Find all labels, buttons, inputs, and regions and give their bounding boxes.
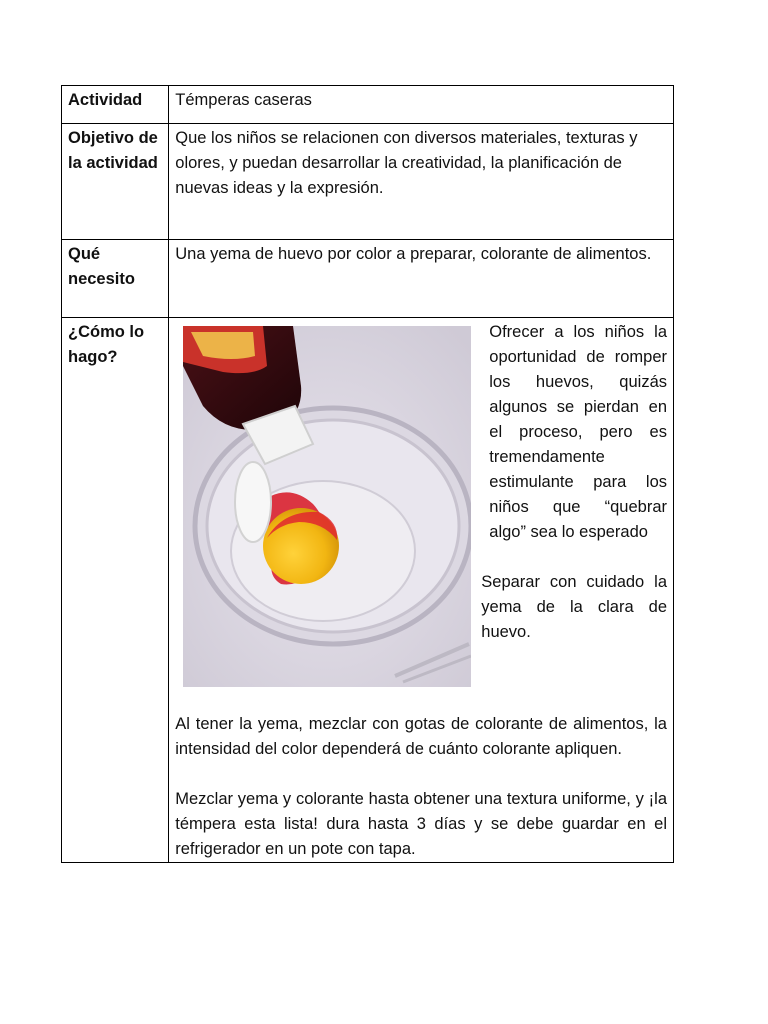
objective-label bbox=[68, 124, 162, 176]
row-how bbox=[62, 318, 674, 863]
how-label bbox=[68, 318, 162, 370]
egg-yolk-dye-bowl-photo bbox=[183, 326, 471, 687]
row-objective bbox=[62, 124, 674, 240]
needs-label-line1: Qué bbox=[68, 245, 101, 263]
how-paragraph-3: Al tener la yema, mezclar con gotas de colorante de alimentos, la intensidad del color dependerá de cuánto colorante apliquen. bbox=[175, 715, 667, 758]
activity-label: Actividad bbox=[68, 91, 143, 109]
value-cell-needs bbox=[169, 240, 674, 318]
needs-label bbox=[68, 240, 162, 292]
activity-value: Témperas caseras bbox=[175, 91, 312, 109]
needs-label-line2: necesito bbox=[68, 270, 135, 288]
label-cell-needs bbox=[62, 240, 169, 318]
how-paragraph-1: Ofrecer a los niños la oportunidad de romper los huevos, quizás algunos se pierdan en el proceso, pero es tremendamente estimulante para los niños que “quebrar algo” sea lo esperado bbox=[489, 323, 667, 541]
how-label-line1: ¿Cómo lo bbox=[68, 323, 145, 341]
row-activity bbox=[62, 86, 674, 124]
value-cell-how bbox=[169, 318, 674, 863]
label-cell-activity bbox=[62, 86, 169, 124]
needs-value: Una yema de huevo por color a preparar, colorante de alimentos. bbox=[175, 245, 652, 263]
row-needs bbox=[62, 240, 674, 318]
how-label-line2: hago? bbox=[68, 348, 118, 366]
how-paragraph-2: Separar con cuidado la yema de la clara de huevo. bbox=[481, 573, 667, 641]
activity-table bbox=[61, 85, 674, 863]
how-right-text bbox=[481, 320, 667, 645]
how-paragraph-4: Mezclar yema y colorante hasta obtener una textura uniforme, y ¡la témpera esta lista! dura hasta 3 días y se debe guardar en el refrigerador en un pote con tapa. bbox=[175, 790, 667, 858]
label-cell-objective bbox=[62, 124, 169, 240]
label-cell-how bbox=[62, 318, 169, 863]
objective-label-line2: la actividad bbox=[68, 154, 158, 172]
how-bottom-text bbox=[175, 712, 667, 862]
how-top-block bbox=[175, 318, 667, 687]
objective-value: Que los niños se relacionen con diversos materiales, texturas y olores, y puedan desarrollar la creatividad, la planificación de nuevas ideas y la expresión. bbox=[175, 129, 638, 197]
objective-label-line1: Objetivo de bbox=[68, 129, 158, 147]
value-cell-activity bbox=[169, 86, 674, 124]
value-cell-objective bbox=[169, 124, 674, 240]
